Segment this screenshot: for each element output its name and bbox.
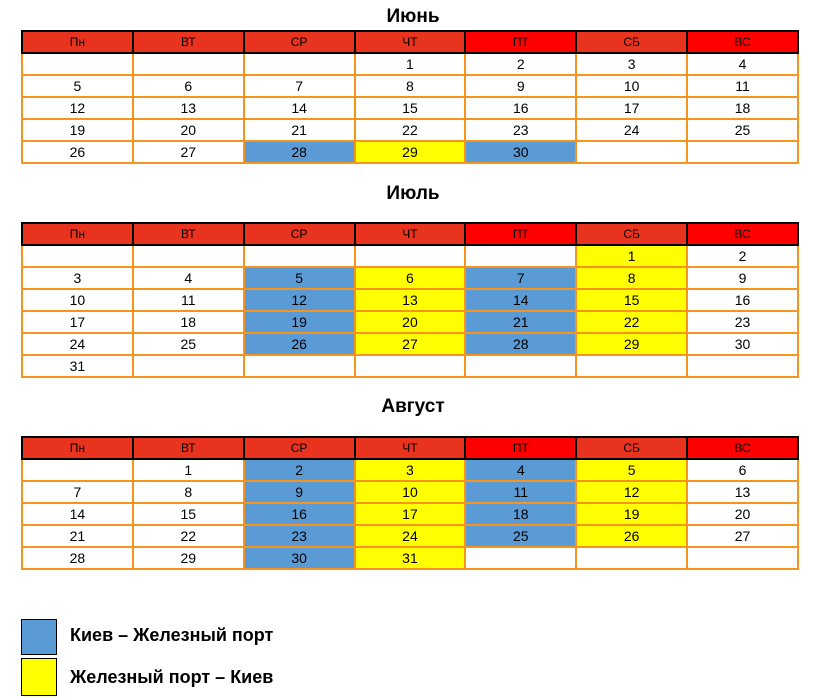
day-cell-august-26: 26 [576,525,687,547]
month-title-june: Июнь [386,6,440,27]
day-cell-july-6: 6 [355,267,466,289]
day-cell-june-28: 28 [244,141,355,163]
empty-day-cell [465,355,576,377]
day-cell-june-17: 17 [576,97,687,119]
legend-swatch-kiev-port [21,619,57,655]
day-cell-august-20: 20 [687,503,798,525]
day-cell-august-5: 5 [576,459,687,481]
day-cell-july-8: 8 [576,267,687,289]
day-cell-august-9: 9 [244,481,355,503]
calendar-june [21,30,799,164]
weekday-header-thu: ЧТ [355,223,466,245]
day-cell-july-4: 4 [133,267,244,289]
day-cell-july-13: 13 [355,289,466,311]
day-cell-july-3: 3 [22,267,133,289]
day-cell-august-22: 22 [133,525,244,547]
week-row [22,311,798,333]
day-cell-june-24: 24 [576,119,687,141]
day-cell-june-19: 19 [22,119,133,141]
day-cell-june-15: 15 [355,97,466,119]
day-cell-august-7: 7 [22,481,133,503]
day-cell-july-31: 31 [22,355,133,377]
day-cell-august-15: 15 [133,503,244,525]
day-cell-june-25: 25 [687,119,798,141]
empty-day-cell [133,355,244,377]
month-title-july: Июль [386,183,440,204]
weekday-header-sun: ВС [687,437,798,459]
day-cell-august-2: 2 [244,459,355,481]
day-cell-july-7: 7 [465,267,576,289]
day-cell-june-26: 26 [22,141,133,163]
day-cell-august-6: 6 [687,459,798,481]
calendar-august [21,436,799,570]
day-cell-july-29: 29 [576,333,687,355]
day-cell-june-3: 3 [576,53,687,75]
day-cell-august-30: 30 [244,547,355,569]
weekday-header-row [22,223,798,245]
week-row [22,481,798,503]
month-title-august: Август [381,396,445,417]
day-cell-june-9: 9 [465,75,576,97]
weekday-header-tue: ВТ [133,437,244,459]
day-cell-june-27: 27 [133,141,244,163]
weekday-header-sun: ВС [687,223,798,245]
weekday-header-mon: Пн [22,31,133,53]
day-cell-august-13: 13 [687,481,798,503]
weekday-header-wed: СР [244,223,355,245]
day-cell-june-1: 1 [355,53,466,75]
day-cell-july-25: 25 [133,333,244,355]
week-row [22,547,798,569]
day-cell-august-21: 21 [22,525,133,547]
day-cell-august-25: 25 [465,525,576,547]
empty-day-cell [687,355,798,377]
weekday-header-row [22,437,798,459]
day-cell-july-28: 28 [465,333,576,355]
week-row [22,53,798,75]
legend-label-kiev-port: Киев – Железный порт [70,625,274,645]
weekday-header-sat: СБ [576,437,687,459]
day-cell-july-10: 10 [22,289,133,311]
day-cell-august-24: 24 [355,525,466,547]
day-cell-july-15: 15 [576,289,687,311]
weekday-header-mon: Пн [22,437,133,459]
day-cell-august-31: 31 [355,547,466,569]
day-cell-august-11: 11 [465,481,576,503]
day-cell-june-7: 7 [244,75,355,97]
empty-day-cell [133,245,244,267]
day-cell-july-14: 14 [465,289,576,311]
week-row [22,97,798,119]
empty-day-cell [576,355,687,377]
week-row [22,459,798,481]
empty-day-cell [576,547,687,569]
weekday-header-tue: ВТ [133,31,244,53]
day-cell-july-21: 21 [465,311,576,333]
day-cell-july-18: 18 [133,311,244,333]
empty-day-cell [244,355,355,377]
day-cell-june-16: 16 [465,97,576,119]
week-row [22,333,798,355]
day-cell-august-28: 28 [22,547,133,569]
weekday-header-thu: ЧТ [355,31,466,53]
day-cell-june-11: 11 [687,75,798,97]
calendar-july [21,222,799,378]
day-cell-august-16: 16 [244,503,355,525]
weekday-header-thu: ЧТ [355,437,466,459]
empty-day-cell [22,245,133,267]
weekday-header-sun: ВС [687,31,798,53]
empty-day-cell [355,355,466,377]
weekday-header-tue: ВТ [133,223,244,245]
day-cell-july-9: 9 [687,267,798,289]
weekday-header-wed: СР [244,31,355,53]
legend-swatch-port-kiev [21,658,57,696]
weekday-header-sat: СБ [576,31,687,53]
day-cell-june-12: 12 [22,97,133,119]
day-cell-july-26: 26 [244,333,355,355]
day-cell-june-2: 2 [465,53,576,75]
day-cell-june-29: 29 [355,141,466,163]
day-cell-august-19: 19 [576,503,687,525]
empty-day-cell [355,245,466,267]
empty-day-cell [22,53,133,75]
day-cell-august-18: 18 [465,503,576,525]
day-cell-june-6: 6 [133,75,244,97]
empty-day-cell [465,245,576,267]
empty-day-cell [244,245,355,267]
weekday-header-wed: СР [244,437,355,459]
week-row [22,245,798,267]
day-cell-august-1: 1 [133,459,244,481]
day-cell-august-14: 14 [22,503,133,525]
week-row [22,141,798,163]
day-cell-august-4: 4 [465,459,576,481]
day-cell-july-22: 22 [576,311,687,333]
day-cell-august-10: 10 [355,481,466,503]
day-cell-july-30: 30 [687,333,798,355]
day-cell-july-27: 27 [355,333,466,355]
day-cell-july-16: 16 [687,289,798,311]
weekday-header-fri: ПТ [465,31,576,53]
day-cell-july-1: 1 [576,245,687,267]
empty-day-cell [244,53,355,75]
day-cell-june-20: 20 [133,119,244,141]
weekday-header-mon: Пн [22,223,133,245]
day-cell-june-23: 23 [465,119,576,141]
day-cell-june-30: 30 [465,141,576,163]
day-cell-july-19: 19 [244,311,355,333]
weekday-header-fri: ПТ [465,437,576,459]
day-cell-august-17: 17 [355,503,466,525]
weekday-header-fri: ПТ [465,223,576,245]
day-cell-july-12: 12 [244,289,355,311]
week-row [22,75,798,97]
day-cell-july-17: 17 [22,311,133,333]
empty-day-cell [687,141,798,163]
day-cell-august-3: 3 [355,459,466,481]
day-cell-june-21: 21 [244,119,355,141]
weekday-header-row [22,31,798,53]
empty-day-cell [687,547,798,569]
week-row [22,525,798,547]
day-cell-june-5: 5 [22,75,133,97]
empty-day-cell [22,459,133,481]
empty-day-cell [465,547,576,569]
day-cell-august-12: 12 [576,481,687,503]
week-row [22,503,798,525]
day-cell-july-2: 2 [687,245,798,267]
day-cell-june-13: 13 [133,97,244,119]
day-cell-june-8: 8 [355,75,466,97]
day-cell-june-10: 10 [576,75,687,97]
day-cell-july-20: 20 [355,311,466,333]
week-row [22,267,798,289]
day-cell-july-24: 24 [22,333,133,355]
day-cell-july-11: 11 [133,289,244,311]
day-cell-august-8: 8 [133,481,244,503]
day-cell-august-27: 27 [687,525,798,547]
day-cell-june-22: 22 [355,119,466,141]
week-row [22,355,798,377]
empty-day-cell [576,141,687,163]
weekday-header-sat: СБ [576,223,687,245]
week-row [22,289,798,311]
day-cell-july-23: 23 [687,311,798,333]
week-row [22,119,798,141]
day-cell-august-29: 29 [133,547,244,569]
empty-day-cell [133,53,244,75]
day-cell-august-23: 23 [244,525,355,547]
day-cell-june-14: 14 [244,97,355,119]
day-cell-july-5: 5 [244,267,355,289]
day-cell-june-4: 4 [687,53,798,75]
day-cell-june-18: 18 [687,97,798,119]
legend-label-port-kiev: Железный порт – Киев [70,667,274,687]
